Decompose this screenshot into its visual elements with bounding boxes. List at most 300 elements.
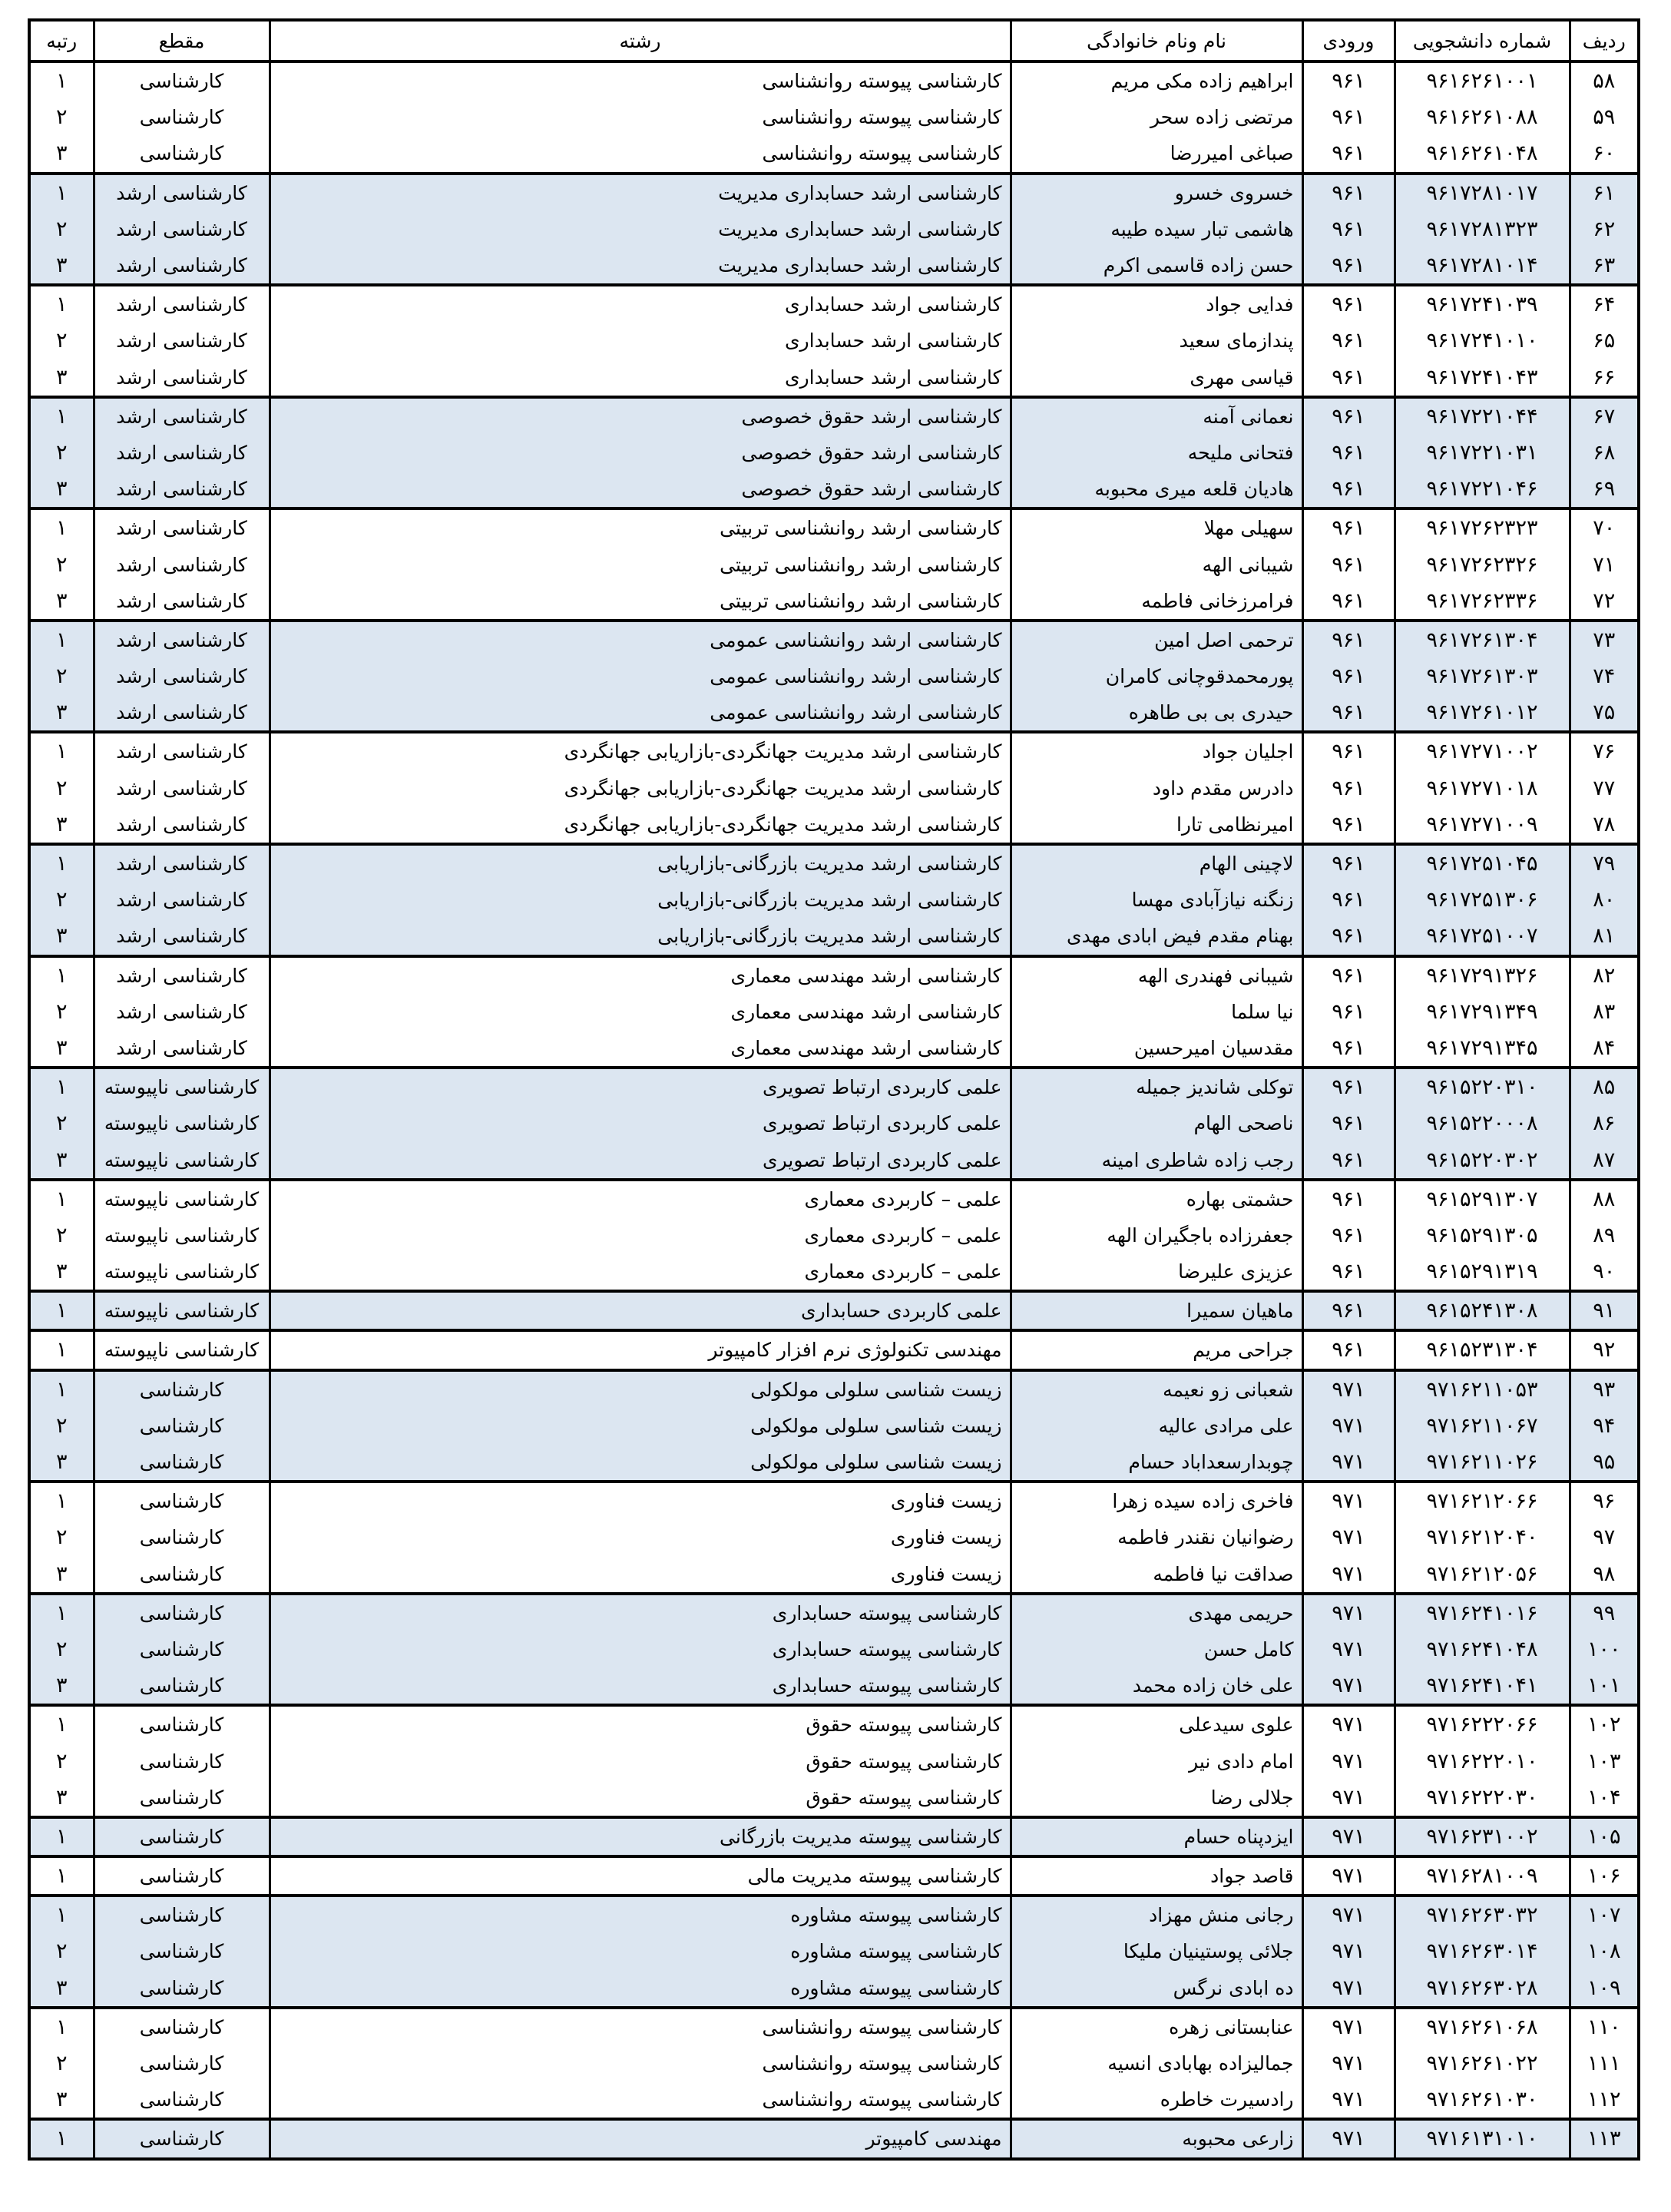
name-cell: ابراهیم زاده مکی مریم bbox=[1011, 61, 1302, 99]
level-cell: کارشناسی ارشد bbox=[94, 621, 270, 658]
radif-cell: ۱۱۲ bbox=[1570, 2081, 1639, 2119]
name-cell: امام دادی نیر bbox=[1011, 1743, 1302, 1779]
entry-cell: ۹۶۱ bbox=[1302, 1030, 1395, 1068]
entry-cell: ۹۶۱ bbox=[1302, 546, 1395, 582]
entry-cell: ۹۶۱ bbox=[1302, 1253, 1395, 1291]
major-cell: علمی – کاربردی معماری bbox=[270, 1253, 1011, 1291]
name-cell: فرامرزخانی فاطمه bbox=[1011, 583, 1302, 621]
table-row bbox=[29, 844, 1639, 882]
level-cell: کارشناسی bbox=[94, 1556, 270, 1594]
rank-cell: ۳ bbox=[29, 247, 94, 285]
level-cell: کارشناسی bbox=[94, 1667, 270, 1705]
major-cell: کارشناسی ارشد حسابداری bbox=[270, 285, 1011, 323]
radif-cell: ۹۸ bbox=[1570, 1556, 1639, 1594]
name-cell: قیاسی مهری bbox=[1011, 359, 1302, 397]
radif-cell: ۷۵ bbox=[1570, 694, 1639, 732]
name-cell: چوبدارسعداباد حسام bbox=[1011, 1444, 1302, 1482]
radif-cell: ۹۴ bbox=[1570, 1408, 1639, 1444]
rank-cell: ۳ bbox=[29, 694, 94, 732]
rank-cell: ۱ bbox=[29, 285, 94, 323]
name-cell: زنگنه نیازآبادی مهسا bbox=[1011, 882, 1302, 918]
level-cell: کارشناسی bbox=[94, 1856, 270, 1896]
major-cell: کارشناسی ارشد مدیریت بازرگانی-بازاریابی bbox=[270, 882, 1011, 918]
radif-cell: ۶۲ bbox=[1570, 211, 1639, 247]
student-number-cell: ۹۷۱۶۲۲۲۰۳۰ bbox=[1395, 1780, 1570, 1817]
radif-cell: ۱۱۰ bbox=[1570, 2008, 1639, 2045]
radif-cell: ۸۰ bbox=[1570, 882, 1639, 918]
name-cell: رجانی منش مهزاد bbox=[1011, 1896, 1302, 1933]
major-cell: کارشناسی ارشد مهندسی معماری bbox=[270, 1030, 1011, 1068]
radif-cell: ۸۶ bbox=[1570, 1105, 1639, 1141]
rank-cell: ۱ bbox=[29, 1370, 94, 1408]
entry-cell: ۹۶۱ bbox=[1302, 135, 1395, 173]
rank-cell: ۱ bbox=[29, 1068, 94, 1105]
rank-cell: ۲ bbox=[29, 994, 94, 1030]
entry-cell: ۹۷۱ bbox=[1302, 1933, 1395, 1969]
entry-cell: ۹۶۱ bbox=[1302, 435, 1395, 471]
major-cell: کارشناسی ارشد روانشناسی عمومی bbox=[270, 694, 1011, 732]
name-cell: لاچینی الهام bbox=[1011, 844, 1302, 882]
major-cell: کارشناسی پیوسته حسابداری bbox=[270, 1667, 1011, 1705]
table-row bbox=[29, 694, 1639, 732]
major-cell: کارشناسی ارشد مدیریت جهانگردی-بازاریابی جهانگردی bbox=[270, 732, 1011, 770]
major-cell: کارشناسی ارشد حسابداری bbox=[270, 359, 1011, 397]
level-cell: کارشناسی bbox=[94, 1817, 270, 1856]
entry-cell: ۹۶۱ bbox=[1302, 1291, 1395, 1330]
name-cell: حریمی مهدی bbox=[1011, 1594, 1302, 1631]
table-body bbox=[29, 61, 1639, 2159]
rank-cell: ۱ bbox=[29, 1594, 94, 1631]
level-cell: کارشناسی bbox=[94, 1933, 270, 1969]
entry-cell: ۹۶۱ bbox=[1302, 994, 1395, 1030]
name-cell: جلالی رضا bbox=[1011, 1780, 1302, 1817]
major-cell: کارشناسی ارشد حسابداری مدیریت bbox=[270, 174, 1011, 211]
name-cell: شیبانی الهه bbox=[1011, 546, 1302, 582]
entry-cell: ۹۷۱ bbox=[1302, 1556, 1395, 1594]
student-number-cell: ۹۶۱۷۲۷۱۰۰۲ bbox=[1395, 732, 1570, 770]
major-cell: کارشناسی پیوسته مشاوره bbox=[270, 1896, 1011, 1933]
name-cell: سهیلی مهلا bbox=[1011, 508, 1302, 546]
student-number-cell: ۹۶۱۷۲۲۱۰۴۶ bbox=[1395, 471, 1570, 508]
name-cell: فاخری زاده سیده زهرا bbox=[1011, 1482, 1302, 1519]
student-number-cell: ۹۷۱۶۱۳۱۰۱۰ bbox=[1395, 2119, 1570, 2158]
major-cell: کارشناسی پیوسته حسابداری bbox=[270, 1594, 1011, 1631]
level-cell: کارشناسی ارشد bbox=[94, 285, 270, 323]
entry-cell: ۹۷۱ bbox=[1302, 2119, 1395, 2158]
name-cell: هادیان قلعه میری محبوبه bbox=[1011, 471, 1302, 508]
major-cell: کارشناسی ارشد حقوق خصوصی bbox=[270, 471, 1011, 508]
table-row bbox=[29, 732, 1639, 770]
name-cell: خسروی خسرو bbox=[1011, 174, 1302, 211]
table-row bbox=[29, 1291, 1639, 1330]
major-cell: کارشناسی پیوسته روانشناسی bbox=[270, 135, 1011, 173]
table-row bbox=[29, 1408, 1639, 1444]
entry-cell: ۹۷۱ bbox=[1302, 1743, 1395, 1779]
student-number-cell: ۹۶۱۵۲۹۱۳۰۷ bbox=[1395, 1180, 1570, 1217]
rank-cell: ۱ bbox=[29, 61, 94, 99]
table-row bbox=[29, 994, 1639, 1030]
level-cell: کارشناسی ارشد bbox=[94, 471, 270, 508]
student-number-cell: ۹۷۱۶۲۶۱۰۳۰ bbox=[1395, 2081, 1570, 2119]
level-cell: کارشناسی ناپیوسته bbox=[94, 1105, 270, 1141]
student-number-cell: ۹۶۱۷۲۶۱۳۰۳ bbox=[1395, 658, 1570, 694]
entry-cell: ۹۶۱ bbox=[1302, 658, 1395, 694]
entry-cell: ۹۷۱ bbox=[1302, 1482, 1395, 1519]
table-row bbox=[29, 323, 1639, 359]
major-cell: زیست شناسی سلولی مولکولی bbox=[270, 1444, 1011, 1482]
level-cell: کارشناسی bbox=[94, 1970, 270, 2008]
rank-cell: ۳ bbox=[29, 1141, 94, 1179]
radif-cell: ۵۸ bbox=[1570, 61, 1639, 99]
entry-cell: ۹۶۱ bbox=[1302, 583, 1395, 621]
level-cell: کارشناسی bbox=[94, 2008, 270, 2045]
table-row bbox=[29, 135, 1639, 173]
header-radif: ردیف bbox=[1570, 20, 1639, 61]
radif-cell: ۱۱۱ bbox=[1570, 2045, 1639, 2081]
level-cell: کارشناسی bbox=[94, 1780, 270, 1817]
header-level: مقطع bbox=[94, 20, 270, 61]
name-cell: عنابستانی زهره bbox=[1011, 2008, 1302, 2045]
major-cell: زیست شناسی سلولی مولکولی bbox=[270, 1408, 1011, 1444]
rank-cell: ۲ bbox=[29, 882, 94, 918]
student-number-cell: ۹۶۱۷۲۷۱۰۱۸ bbox=[1395, 770, 1570, 806]
student-number-cell: ۹۶۱۷۲۷۱۰۰۹ bbox=[1395, 806, 1570, 844]
name-cell: فدایی جواد bbox=[1011, 285, 1302, 323]
student-number-cell: ۹۷۱۶۲۱۲۰۵۶ bbox=[1395, 1556, 1570, 1594]
radif-cell: ۱۰۲ bbox=[1570, 1705, 1639, 1743]
major-cell: کارشناسی ارشد مهندسی معماری bbox=[270, 994, 1011, 1030]
level-cell: کارشناسی ناپیوسته bbox=[94, 1180, 270, 1217]
major-cell: کارشناسی ارشد مدیریت جهانگردی-بازاریابی جهانگردی bbox=[270, 806, 1011, 844]
table-row bbox=[29, 2081, 1639, 2119]
table-row bbox=[29, 1667, 1639, 1705]
major-cell: کارشناسی پیوسته روانشناسی bbox=[270, 2081, 1011, 2119]
header-name: نام ونام خانوادگی bbox=[1011, 20, 1302, 61]
name-cell: رضوانیان نقندر فاطمه bbox=[1011, 1519, 1302, 1555]
table-row bbox=[29, 1817, 1639, 1856]
rank-cell: ۱ bbox=[29, 956, 94, 994]
name-cell: توکلی شاندیز جمیله bbox=[1011, 1068, 1302, 1105]
name-cell: صداقت نیا فاطمه bbox=[1011, 1556, 1302, 1594]
major-cell: کارشناسی ارشد مدیریت بازرگانی-بازاریابی bbox=[270, 918, 1011, 955]
table-row bbox=[29, 583, 1639, 621]
rank-cell: ۳ bbox=[29, 1444, 94, 1482]
entry-cell: ۹۶۱ bbox=[1302, 770, 1395, 806]
rank-cell: ۲ bbox=[29, 1105, 94, 1141]
radif-cell: ۱۰۸ bbox=[1570, 1933, 1639, 1969]
major-cell: کارشناسی پیوسته حقوق bbox=[270, 1743, 1011, 1779]
level-cell: کارشناسی ارشد bbox=[94, 323, 270, 359]
rank-cell: ۲ bbox=[29, 1217, 94, 1253]
radif-cell: ۹۲ bbox=[1570, 1330, 1639, 1369]
name-cell: ناصحی الهام bbox=[1011, 1105, 1302, 1141]
level-cell: کارشناسی bbox=[94, 99, 270, 135]
major-cell: مهندسی کامپیوتر bbox=[270, 2119, 1011, 2158]
radif-cell: ۱۱۳ bbox=[1570, 2119, 1639, 2158]
level-cell: کارشناسی bbox=[94, 1896, 270, 1933]
rank-cell: ۲ bbox=[29, 1519, 94, 1555]
level-cell: کارشناسی bbox=[94, 135, 270, 173]
student-number-cell: ۹۶۱۵۲۲۰۰۰۸ bbox=[1395, 1105, 1570, 1141]
name-cell: زارعی محبوبه bbox=[1011, 2119, 1302, 2158]
rank-cell: ۲ bbox=[29, 1408, 94, 1444]
name-cell: اجلیان جواد bbox=[1011, 732, 1302, 770]
rank-cell: ۳ bbox=[29, 1030, 94, 1068]
level-cell: کارشناسی ناپیوسته bbox=[94, 1068, 270, 1105]
major-cell: کارشناسی ارشد روانشناسی تربیتی bbox=[270, 583, 1011, 621]
name-cell: عزیزی علیرضا bbox=[1011, 1253, 1302, 1291]
table-row bbox=[29, 1970, 1639, 2008]
table-row bbox=[29, 211, 1639, 247]
table-row bbox=[29, 435, 1639, 471]
student-number-cell: ۹۶۱۷۲۲۱۰۳۱ bbox=[1395, 435, 1570, 471]
major-cell: کارشناسی پیوسته حقوق bbox=[270, 1780, 1011, 1817]
rank-cell: ۳ bbox=[29, 1970, 94, 2008]
level-cell: کارشناسی bbox=[94, 1370, 270, 1408]
rank-cell: ۳ bbox=[29, 359, 94, 397]
radif-cell: ۱۰۹ bbox=[1570, 1970, 1639, 2008]
table-header bbox=[29, 20, 1639, 61]
major-cell: کارشناسی پیوسته حقوق bbox=[270, 1705, 1011, 1743]
major-cell: کارشناسی پیوسته مدیریت مالی bbox=[270, 1856, 1011, 1896]
level-cell: کارشناسی ارشد bbox=[94, 359, 270, 397]
student-number-cell: ۹۷۱۶۲۴۱۰۴۸ bbox=[1395, 1631, 1570, 1667]
major-cell: کارشناسی ارشد حسابداری مدیریت bbox=[270, 247, 1011, 285]
radif-cell: ۹۱ bbox=[1570, 1291, 1639, 1330]
name-cell: کامل حسن bbox=[1011, 1631, 1302, 1667]
rank-cell: ۳ bbox=[29, 135, 94, 173]
level-cell: کارشناسی ارشد bbox=[94, 546, 270, 582]
table-row bbox=[29, 770, 1639, 806]
radif-cell: ۶۰ bbox=[1570, 135, 1639, 173]
table-row bbox=[29, 546, 1639, 582]
rank-cell: ۱ bbox=[29, 1896, 94, 1933]
radif-cell: ۱۰۶ bbox=[1570, 1856, 1639, 1896]
table-row bbox=[29, 1141, 1639, 1179]
major-cell: زیست فناوری bbox=[270, 1482, 1011, 1519]
student-number-cell: ۹۷۱۶۲۶۳۰۱۴ bbox=[1395, 1933, 1570, 1969]
major-cell: کارشناسی ارشد روانشناسی عمومی bbox=[270, 658, 1011, 694]
entry-cell: ۹۶۱ bbox=[1302, 844, 1395, 882]
major-cell: کارشناسی ارشد حسابداری مدیریت bbox=[270, 211, 1011, 247]
student-number-cell: ۹۷۱۶۲۸۱۰۰۹ bbox=[1395, 1856, 1570, 1896]
entry-cell: ۹۶۱ bbox=[1302, 1105, 1395, 1141]
rank-cell: ۳ bbox=[29, 1253, 94, 1291]
entry-cell: ۹۶۱ bbox=[1302, 285, 1395, 323]
header-row bbox=[29, 20, 1639, 61]
rank-cell: ۲ bbox=[29, 435, 94, 471]
student-number-cell: ۹۷۱۶۲۱۱۰۵۳ bbox=[1395, 1370, 1570, 1408]
student-number-cell: ۹۶۱۷۲۴۱۰۱۰ bbox=[1395, 323, 1570, 359]
entry-cell: ۹۶۱ bbox=[1302, 806, 1395, 844]
level-cell: کارشناسی bbox=[94, 1408, 270, 1444]
radif-cell: ۶۳ bbox=[1570, 247, 1639, 285]
radif-cell: ۸۳ bbox=[1570, 994, 1639, 1030]
table-row bbox=[29, 2008, 1639, 2045]
major-cell: کارشناسی پیوسته حسابداری bbox=[270, 1631, 1011, 1667]
level-cell: کارشناسی ارشد bbox=[94, 770, 270, 806]
student-number-cell: ۹۶۱۵۲۲۰۳۱۰ bbox=[1395, 1068, 1570, 1105]
table-row bbox=[29, 1780, 1639, 1817]
entry-cell: ۹۶۱ bbox=[1302, 882, 1395, 918]
radif-cell: ۷۳ bbox=[1570, 621, 1639, 658]
table-row bbox=[29, 621, 1639, 658]
table-row bbox=[29, 1896, 1639, 1933]
student-number-cell: ۹۶۱۶۲۶۱۰۴۸ bbox=[1395, 135, 1570, 173]
level-cell: کارشناسی ارشد bbox=[94, 806, 270, 844]
radif-cell: ۱۰۴ bbox=[1570, 1780, 1639, 1817]
radif-cell: ۵۹ bbox=[1570, 99, 1639, 135]
level-cell: کارشناسی ارشد bbox=[94, 211, 270, 247]
entry-cell: ۹۶۱ bbox=[1302, 397, 1395, 435]
level-cell: کارشناسی bbox=[94, 2081, 270, 2119]
level-cell: کارشناسی bbox=[94, 1444, 270, 1482]
rank-cell: ۲ bbox=[29, 1933, 94, 1969]
radif-cell: ۹۷ bbox=[1570, 1519, 1639, 1555]
level-cell: کارشناسی ارشد bbox=[94, 732, 270, 770]
major-cell: علمی کاربردی ارتباط تصویری bbox=[270, 1141, 1011, 1179]
entry-cell: ۹۶۱ bbox=[1302, 247, 1395, 285]
level-cell: کارشناسی bbox=[94, 2119, 270, 2158]
level-cell: کارشناسی ارشد bbox=[94, 694, 270, 732]
radif-cell: ۸۵ bbox=[1570, 1068, 1639, 1105]
rank-cell: ۳ bbox=[29, 2081, 94, 2119]
table-row bbox=[29, 882, 1639, 918]
major-cell: زیست فناوری bbox=[270, 1519, 1011, 1555]
name-cell: قاصد جواد bbox=[1011, 1856, 1302, 1896]
student-number-cell: ۹۶۱۶۲۶۱۰۸۸ bbox=[1395, 99, 1570, 135]
table-row bbox=[29, 247, 1639, 285]
student-number-cell: ۹۶۱۷۲۵۱۰۰۷ bbox=[1395, 918, 1570, 955]
rank-cell: ۳ bbox=[29, 1780, 94, 1817]
name-cell: صباغی امیررضا bbox=[1011, 135, 1302, 173]
major-cell: علمی کاربردی حسابداری bbox=[270, 1291, 1011, 1330]
radif-cell: ۸۴ bbox=[1570, 1030, 1639, 1068]
rank-cell: ۳ bbox=[29, 583, 94, 621]
major-cell: کارشناسی پیوسته مشاوره bbox=[270, 1933, 1011, 1969]
student-number-cell: ۹۷۱۶۲۳۱۰۰۲ bbox=[1395, 1817, 1570, 1856]
entry-cell: ۹۷۱ bbox=[1302, 1970, 1395, 2008]
entry-cell: ۹۷۱ bbox=[1302, 1408, 1395, 1444]
major-cell: علمی – کاربردی معماری bbox=[270, 1180, 1011, 1217]
name-cell: حیدری بی بی طاهره bbox=[1011, 694, 1302, 732]
level-cell: کارشناسی ارشد bbox=[94, 508, 270, 546]
radif-cell: ۷۹ bbox=[1570, 844, 1639, 882]
rank-cell: ۱ bbox=[29, 2119, 94, 2158]
major-cell: علمی کاربردی ارتباط تصویری bbox=[270, 1105, 1011, 1141]
level-cell: کارشناسی ناپیوسته bbox=[94, 1217, 270, 1253]
name-cell: علی مرادی عالیه bbox=[1011, 1408, 1302, 1444]
entry-cell: ۹۶۱ bbox=[1302, 323, 1395, 359]
radif-cell: ۱۰۷ bbox=[1570, 1896, 1639, 1933]
radif-cell: ۸۷ bbox=[1570, 1141, 1639, 1179]
level-cell: کارشناسی ارشد bbox=[94, 583, 270, 621]
radif-cell: ۶۵ bbox=[1570, 323, 1639, 359]
entry-cell: ۹۶۱ bbox=[1302, 1330, 1395, 1369]
name-cell: هاشمی تبار سیده طیبه bbox=[1011, 211, 1302, 247]
level-cell: کارشناسی ناپیوسته bbox=[94, 1141, 270, 1179]
rank-cell: ۱ bbox=[29, 1856, 94, 1896]
rank-cell: ۲ bbox=[29, 2045, 94, 2081]
radif-cell: ۷۴ bbox=[1570, 658, 1639, 694]
name-cell: علوی سیدعلی bbox=[1011, 1705, 1302, 1743]
radif-cell: ۶۶ bbox=[1570, 359, 1639, 397]
name-cell: شعبانی زو نعیمه bbox=[1011, 1370, 1302, 1408]
ranking-sheet bbox=[31, 18, 1640, 2161]
name-cell: حسن زاده قاسمی اکرم bbox=[1011, 247, 1302, 285]
radif-cell: ۱۰۵ bbox=[1570, 1817, 1639, 1856]
entry-cell: ۹۷۱ bbox=[1302, 2008, 1395, 2045]
rank-cell: ۲ bbox=[29, 323, 94, 359]
table-row bbox=[29, 1217, 1639, 1253]
entry-cell: ۹۶۱ bbox=[1302, 1141, 1395, 1179]
level-cell: کارشناسی ناپیوسته bbox=[94, 1291, 270, 1330]
radif-cell: ۷۲ bbox=[1570, 583, 1639, 621]
table-row bbox=[29, 918, 1639, 955]
name-cell: علی خان زاده محمد bbox=[1011, 1667, 1302, 1705]
rank-cell: ۱ bbox=[29, 1817, 94, 1856]
rank-cell: ۲ bbox=[29, 546, 94, 582]
student-number-cell: ۹۷۱۶۲۲۲۰۶۶ bbox=[1395, 1705, 1570, 1743]
rank-cell: ۳ bbox=[29, 1556, 94, 1594]
level-cell: کارشناسی bbox=[94, 1743, 270, 1779]
entry-cell: ۹۶۱ bbox=[1302, 621, 1395, 658]
student-number-cell: ۹۶۱۷۲۶۱۳۰۴ bbox=[1395, 621, 1570, 658]
student-number-cell: ۹۷۱۶۲۶۱۰۶۸ bbox=[1395, 2008, 1570, 2045]
rank-cell: ۲ bbox=[29, 1743, 94, 1779]
name-cell: جراحی مریم bbox=[1011, 1330, 1302, 1369]
table-row bbox=[29, 1330, 1639, 1369]
table-row bbox=[29, 1105, 1639, 1141]
name-cell: ترحمی اصل امین bbox=[1011, 621, 1302, 658]
radif-cell: ۸۸ bbox=[1570, 1180, 1639, 1217]
entry-cell: ۹۷۱ bbox=[1302, 1817, 1395, 1856]
major-cell: علمی کاربردی ارتباط تصویری bbox=[270, 1068, 1011, 1105]
student-number-cell: ۹۶۱۷۲۹۱۳۲۶ bbox=[1395, 956, 1570, 994]
header-major: رشته bbox=[270, 20, 1011, 61]
major-cell: کارشناسی پیوسته روانشناسی bbox=[270, 2008, 1011, 2045]
table-row bbox=[29, 1030, 1639, 1068]
radif-cell: ۹۰ bbox=[1570, 1253, 1639, 1291]
student-number-cell: ۹۷۱۶۲۱۲۰۴۰ bbox=[1395, 1519, 1570, 1555]
table-row bbox=[29, 1444, 1639, 1482]
student-number-cell: ۹۷۱۶۲۲۲۰۱۰ bbox=[1395, 1743, 1570, 1779]
level-cell: کارشناسی ارشد bbox=[94, 658, 270, 694]
rank-cell: ۳ bbox=[29, 471, 94, 508]
major-cell: کارشناسی ارشد حقوق خصوصی bbox=[270, 397, 1011, 435]
entry-cell: ۹۶۱ bbox=[1302, 1180, 1395, 1217]
level-cell: کارشناسی bbox=[94, 1519, 270, 1555]
rank-cell: ۲ bbox=[29, 1631, 94, 1667]
name-cell: ده ابادی نرگس bbox=[1011, 1970, 1302, 2008]
rank-cell: ۱ bbox=[29, 2008, 94, 2045]
student-number-cell: ۹۶۱۵۲۴۱۳۰۸ bbox=[1395, 1291, 1570, 1330]
student-number-cell: ۹۶۱۷۲۶۲۳۲۶ bbox=[1395, 546, 1570, 582]
name-cell: پندازمای سعید bbox=[1011, 323, 1302, 359]
name-cell: مقدسیان امیرحسین bbox=[1011, 1030, 1302, 1068]
radif-cell: ۹۵ bbox=[1570, 1444, 1639, 1482]
level-cell: کارشناسی ناپیوسته bbox=[94, 1253, 270, 1291]
radif-cell: ۷۶ bbox=[1570, 732, 1639, 770]
table-row bbox=[29, 285, 1639, 323]
radif-cell: ۷۷ bbox=[1570, 770, 1639, 806]
entry-cell: ۹۶۱ bbox=[1302, 1217, 1395, 1253]
level-cell: کارشناسی bbox=[94, 1705, 270, 1743]
table-row bbox=[29, 2119, 1639, 2158]
student-number-cell: ۹۷۱۶۲۱۱۰۲۶ bbox=[1395, 1444, 1570, 1482]
level-cell: کارشناسی ارشد bbox=[94, 435, 270, 471]
student-number-cell: ۹۶۱۷۲۶۱۰۱۲ bbox=[1395, 694, 1570, 732]
